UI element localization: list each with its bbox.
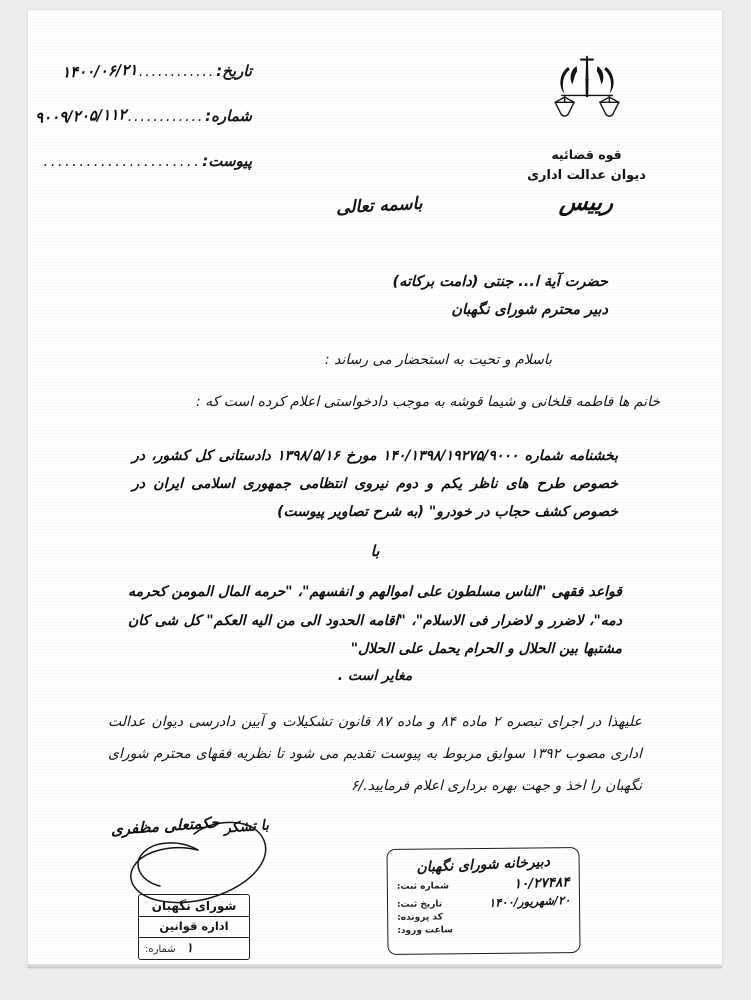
document-page <box>28 10 722 968</box>
stamp-reg-number-label: شماره ثبت: <box>396 881 449 892</box>
attachment-dots: ...................... <box>43 152 202 170</box>
jurisprudential-rules: قواعد فقهی "الناس مسلطون علی اموالهم و انفسهم"، "حرمه المال المومن کحرمه دمه"، لاضرر و لاضرار فی الاسلام"، "اقامه الحدود الی من الیه العکم" کل شی کان مشتبها بین الحلال و الحرام یحمل علی الحلال" <box>128 584 622 658</box>
greeting-line: باسلام و تحیت به استحضار می رساند : <box>324 352 552 368</box>
stamp-gc-divider <box>139 916 249 917</box>
stamp-reg-number-row <box>397 875 570 893</box>
signature-thanks: با تشکر <box>223 817 270 837</box>
stamp-gc-number-value: ۱ <box>185 940 194 956</box>
date-value: ۱۴۰۰/۰۶/۲۱ <box>61 60 139 82</box>
stamp-reg-title: دبیرخانه شورای نگهبان <box>416 853 551 877</box>
letterhead <box>479 52 694 216</box>
stamp-reg-number-value: ۱۰/۲۷۴۸۴ <box>513 874 571 893</box>
connector-word: با <box>370 542 380 560</box>
stamp-guardian-council <box>138 894 250 960</box>
addressee-title: دبیر محترم شورای نگهبان <box>451 302 608 318</box>
attachment-label: پیوست: <box>202 152 252 170</box>
stamp-gc-number-label: شماره: <box>145 943 176 955</box>
number-value: ۹۰۰۹/۲۰۵/۱۱۲ <box>34 105 127 127</box>
stamp-registration <box>386 847 580 955</box>
signature-block <box>90 813 290 839</box>
number-dots: ............ <box>127 107 205 125</box>
closing-paragraph: علیهذا در اجرای تبصره ۲ ماده ۸۴ و ماده ۸۷ قانون تشکیلات و آیین دادرسی دیوان عدالت اداری مصوب ۱۳۹۲ سوابق مربوط به پیوست تقدیم می شود تا نظریه فقهای محترم شورای نگهبان را اخذ و جهت بهره برداری اعلام فرمایید./۶ <box>108 714 643 795</box>
letterhead-organization: دیوان عدالت اداری <box>527 167 646 183</box>
stamp-gc-line2: اداره قوانین <box>159 919 229 934</box>
signature-name: حکمتعلی مظفری <box>110 813 220 839</box>
number-row <box>34 105 252 127</box>
attachment-row <box>43 152 252 170</box>
stamp-reg-time-value <box>518 930 570 932</box>
stamp-reg-time-row <box>397 924 570 936</box>
iran-judiciary-emblem <box>544 52 630 144</box>
meta-fields <box>34 60 252 170</box>
number-label: شماره: <box>205 107 252 125</box>
subject-circular-quote: بخشنامه شماره ۱۴۰/۱۳۹۸/۱۹۲۷۵/۹۰۰۰ مورخ ۱۳۹۸/۵/۱۶ دادستانی کل کشور، در خصوص طرح های ناظر یکم و دوم نیروی انتظامی جمهوری اسلامی ایران در خصوص کشف حجاب در خودرو" (به شرح تصاویر پیوست) <box>132 448 618 520</box>
rules-conclusion: مغایر است . <box>337 668 413 685</box>
stamp-reg-case-value <box>518 917 570 919</box>
addressee-primary: حضرت آیة ا... جنتی (دامت برکاته) <box>392 274 608 290</box>
stamp-reg-date-value: ۲۰/شهریور/۱۴۰۰ <box>488 892 571 910</box>
date-label: تاریخ: <box>216 62 252 80</box>
stamp-gc-number-row <box>145 940 243 956</box>
stamp-reg-date-row <box>397 894 570 910</box>
stamp-reg-case-label: کد پرونده: <box>397 912 443 923</box>
claimants-line: خانم ها فاطمه قلخانی و شیما قوشه به موجب دادخواستی اعلام کرده است که : <box>196 394 660 410</box>
letterhead-role: رییس <box>558 190 615 217</box>
date-row <box>56 62 252 80</box>
stamp-reg-case-row <box>397 911 570 923</box>
letterhead-judiciary: قوه قضائیه <box>551 147 622 162</box>
stamp-reg-time-label: ساعت ورود: <box>397 925 453 936</box>
date-dots: ............ <box>138 62 216 80</box>
stamp-gc-line1: شورای نگهبان <box>151 899 237 913</box>
stamp-gc-divider-2 <box>139 937 249 938</box>
stamp-reg-date-label: تاریخ ثبت: <box>396 899 443 910</box>
basmala: باسمه تعالی <box>335 193 423 219</box>
letter-body <box>90 274 660 803</box>
